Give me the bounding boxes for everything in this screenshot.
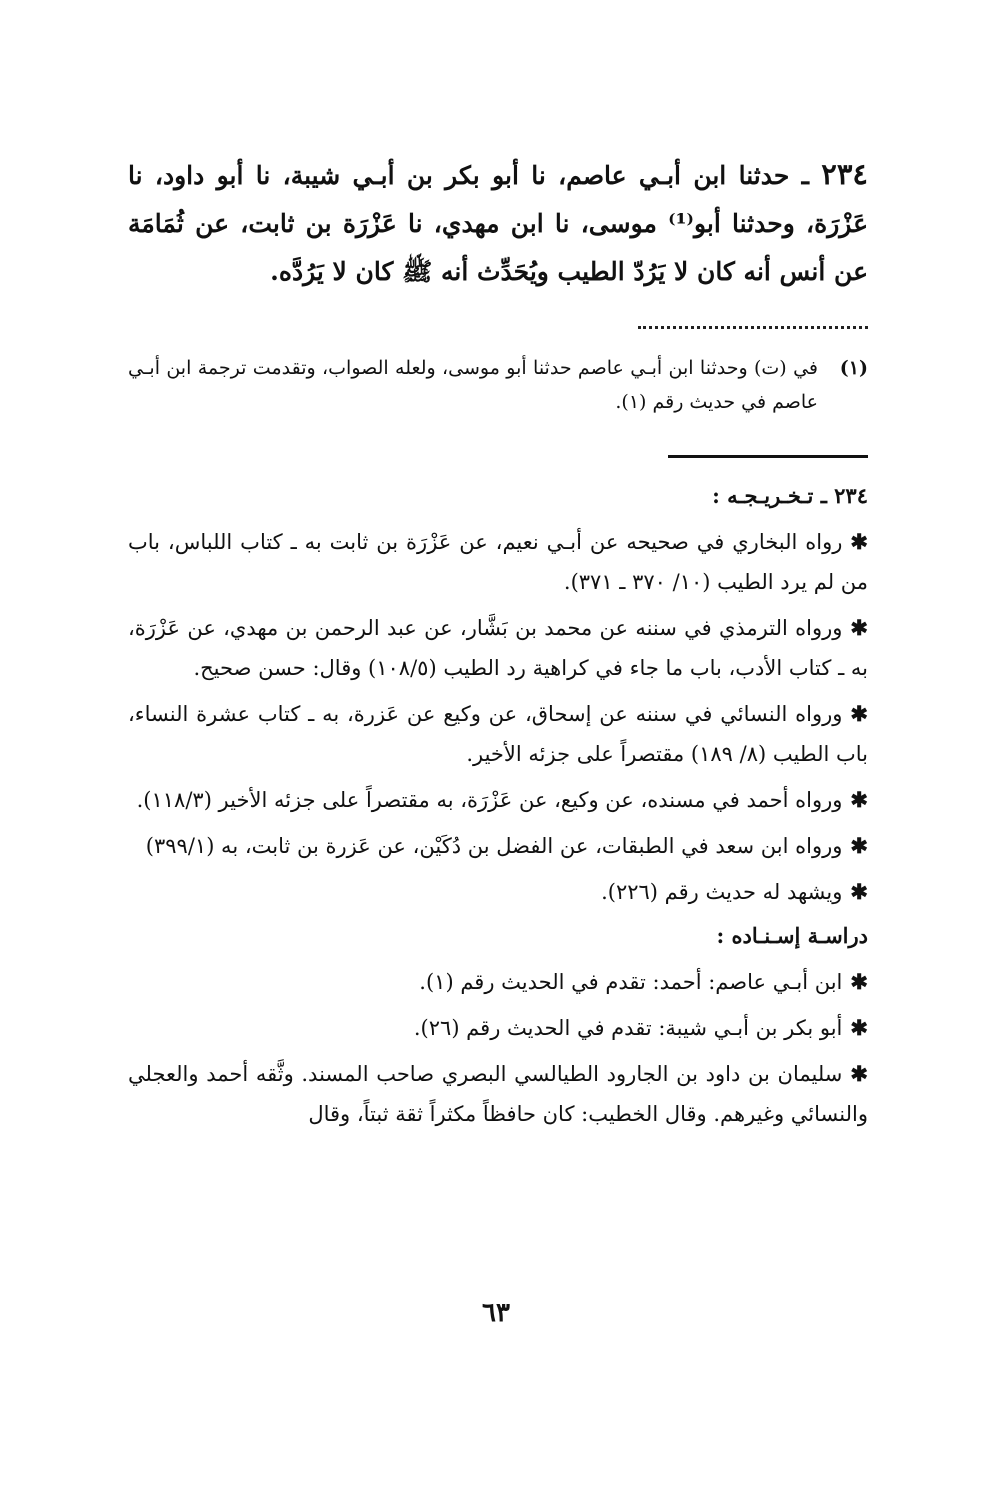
section-rule (668, 455, 868, 458)
hadith-paragraph (128, 150, 868, 296)
bullet-icon: ✱ (850, 787, 868, 812)
footnote (128, 351, 868, 419)
takhrij-item (128, 826, 868, 866)
dirasa-item-text: أبو بكر بن أبـي شيبة: تقدم في الحديث رقم (٢٦). (413, 1016, 843, 1040)
takhrij-item-text: ورواه النسائي في سننه عن إسحاق، عن وكيع عن عَزرة، به ـ كتاب عشرة النساء، باب الطيب (٨/ ١٨٩) مقتصراً على جزئه الأخير. (128, 702, 868, 766)
hadith-number: ٢٣٤ (821, 157, 868, 191)
bullet-icon: ✱ (850, 529, 868, 554)
takhrij-item (128, 608, 868, 688)
footnote-text: في (ت) وحدثنا ابن أبـي عاصم حدثنا أبو موسى، ولعله الصواب، وتقدمت ترجمة ابن أبـي عاصم في حديث رقم (١). (128, 357, 818, 413)
dirasa-item-text: ابن أبـي عاصم: أحمد: تقدم في الحديث رقم (١). (419, 970, 843, 994)
page-number: ٦٣ (482, 1298, 510, 1328)
takhrij-heading: ٢٣٤ ـ تـخـريـجـه : (712, 483, 868, 508)
bullet-icon: ✱ (850, 615, 868, 640)
takhrij-item-text: ورواه الترمذي في سننه عن محمد بن بَشَّار، عن عبد الرحمن بن مهدي، عن عَزْرَة، به ـ كتاب الأدب، باب ما جاء في كراهية رد الطيب (١٠٨/٥) وقال: حسن صحيح. (128, 616, 868, 680)
page-body (128, 150, 868, 1134)
dirasa-item-text: سليمان بن داود بن الجارود الطيالسي البصري صاحب المسند. وثَّقه أحمد والعجلي والنسائي وغيرهم. وقال الخطيب: كان حافظاً مكثراً ثقة ثبتاً، وقال (128, 1062, 868, 1126)
dirasa-heading: دراسـة إسـنـاده : (716, 923, 868, 948)
dirasa-item (128, 1054, 868, 1134)
takhrij-item-text: ورواه ابن سعد في الطبقات، عن الفضل بن دُكَيْن، عن عَزرة بن ثابت، به (٣٩٩/١) (145, 834, 843, 858)
takhrij-item (128, 694, 868, 774)
takhrij-item-text: رواه البخاري في صحيحه عن أبـي نعيم، عن عَزْرَة بن ثابت به ـ كتاب اللباس، باب من لم يرد الطيب (١٠/ ٣٧٠ ـ ٣٧١). (128, 530, 868, 594)
dotted-separator (638, 306, 868, 329)
takhrij-item (128, 872, 868, 912)
takhrij-item-text: ويشهد له حديث رقم (٢٢٦). (601, 880, 843, 904)
dirasa-item (128, 962, 868, 1002)
takhrij-item-text: ورواه أحمد في مسنده، عن وكيع، عن عَزْرَة، به مقتصراً على جزئه الأخير (١١٨/٣). (136, 788, 843, 812)
hadith-text: ـ حدثنا ابن أبـي عاصم، نا أبو بكر بن أبـي شيبة، نا أبو داود، نا عَزْرَة، وحدثنا أبو⁽¹⁾ موسى، نا ابن مهدي، نا عَزْرَة بن ثابت، عن ثُمَامَة عن أنس أنه كان لا يَرُدّ الطيب ويُحَدِّث أنه ﷺ كان لا يَرُدَّه. (128, 161, 868, 286)
bullet-icon: ✱ (850, 833, 868, 858)
bullet-icon: ✱ (850, 969, 868, 994)
takhrij-item (128, 780, 868, 820)
bullet-icon: ✱ (850, 1061, 868, 1086)
bullet-icon: ✱ (850, 1015, 868, 1040)
bullet-icon: ✱ (850, 701, 868, 726)
dirasa-item (128, 1008, 868, 1048)
footnote-marker: (١) (839, 357, 868, 379)
takhrij-item (128, 522, 868, 602)
bullet-icon: ✱ (850, 879, 868, 904)
